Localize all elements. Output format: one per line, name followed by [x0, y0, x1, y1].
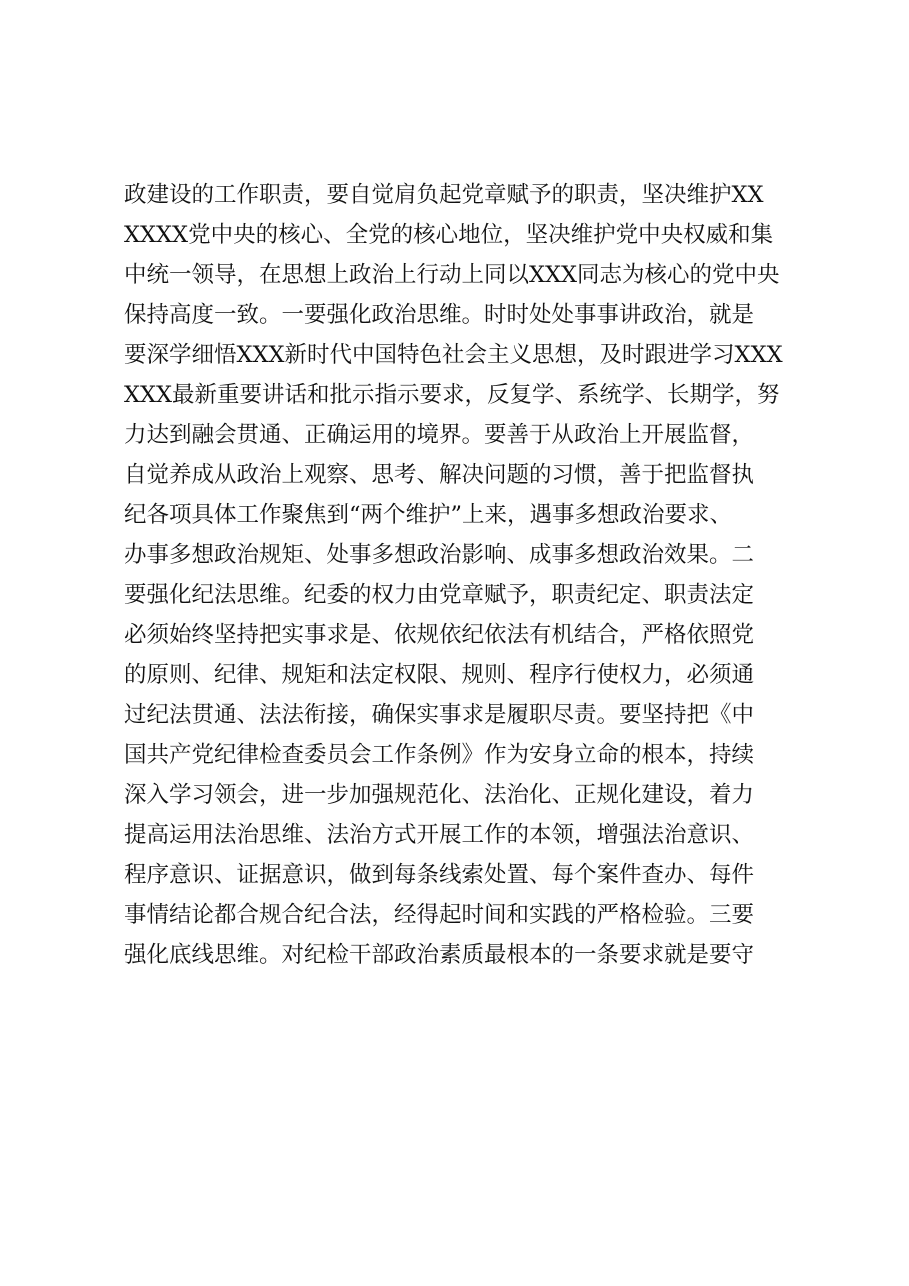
text-line-15: 国共产党纪律检查委员会工作条例》作为安身立命的根本，持续	[124, 742, 755, 768]
text-line-3: 中统一领导，在思想上政治上行动上同以XXX同志为核心的党中央	[124, 262, 780, 288]
text-line-5: 要深学细悟XXX新时代中国特色社会主义思想，及时跟进学习XXX	[124, 342, 783, 368]
text-line-1: 政建设的工作职责，要自觉肩负起党章赋予的职责，坚决维护XX	[124, 182, 764, 208]
text-line-17: 提高运用法治思维、法治方式开展工作的本领，增强法治意识、	[124, 822, 755, 848]
text-line-14: 过纪法贯通、法法衔接，确保实事求是履职尽责。要坚持把《中	[124, 702, 755, 728]
text-line-9: 纪各项具体工作聚焦到“两个维护”上来，遇事多想政治要求、	[124, 502, 733, 528]
text-line-12: 必须始终坚持把实事求是、依规依纪依法有机结合，严格依照党	[124, 622, 755, 648]
text-line-4: 保持高度一致。一要强化政治思维。时时处处事事讲政治，就是	[124, 302, 755, 328]
text-line-2: XXXX党中央的核心、全党的核心地位，坚决维护党中央权威和集	[124, 222, 774, 248]
text-line-11: 要强化纪法思维。纪委的权力由党章赋予，职责纪定、职责法定	[124, 582, 755, 608]
text-line-7: 力达到融会贯通、正确运用的境界。要善于从政治上开展监督，	[124, 422, 755, 448]
text-line-10: 办事多想政治规矩、处事多想政治影响、成事多想政治效果。二	[124, 542, 755, 568]
text-line-8: 自觉养成从政治上观察、思考、解决问题的习惯，善于把监督执	[124, 462, 755, 488]
text-line-20: 强化底线思维。对纪检干部政治素质最根本的一条要求就是要守	[124, 942, 755, 968]
text-line-18: 程序意识、证据意识，做到每条线索处置、每个案件查办、每件	[124, 862, 755, 888]
text-line-6: XXX最新重要讲话和批示指示要求，反复学、系统学、长期学，努	[124, 382, 780, 408]
text-line-19: 事情结论都合规合纪合法，经得起时间和实践的严格检验。三要	[124, 902, 755, 928]
body-text	[124, 181, 824, 981]
text-line-16: 深入学习领会，进一步加强规范化、法治化、正规化建设，着力	[124, 782, 755, 808]
text-line-13: 的原则、纪律、规矩和法定权限、规则、程序行使权力，必须通	[124, 662, 755, 688]
